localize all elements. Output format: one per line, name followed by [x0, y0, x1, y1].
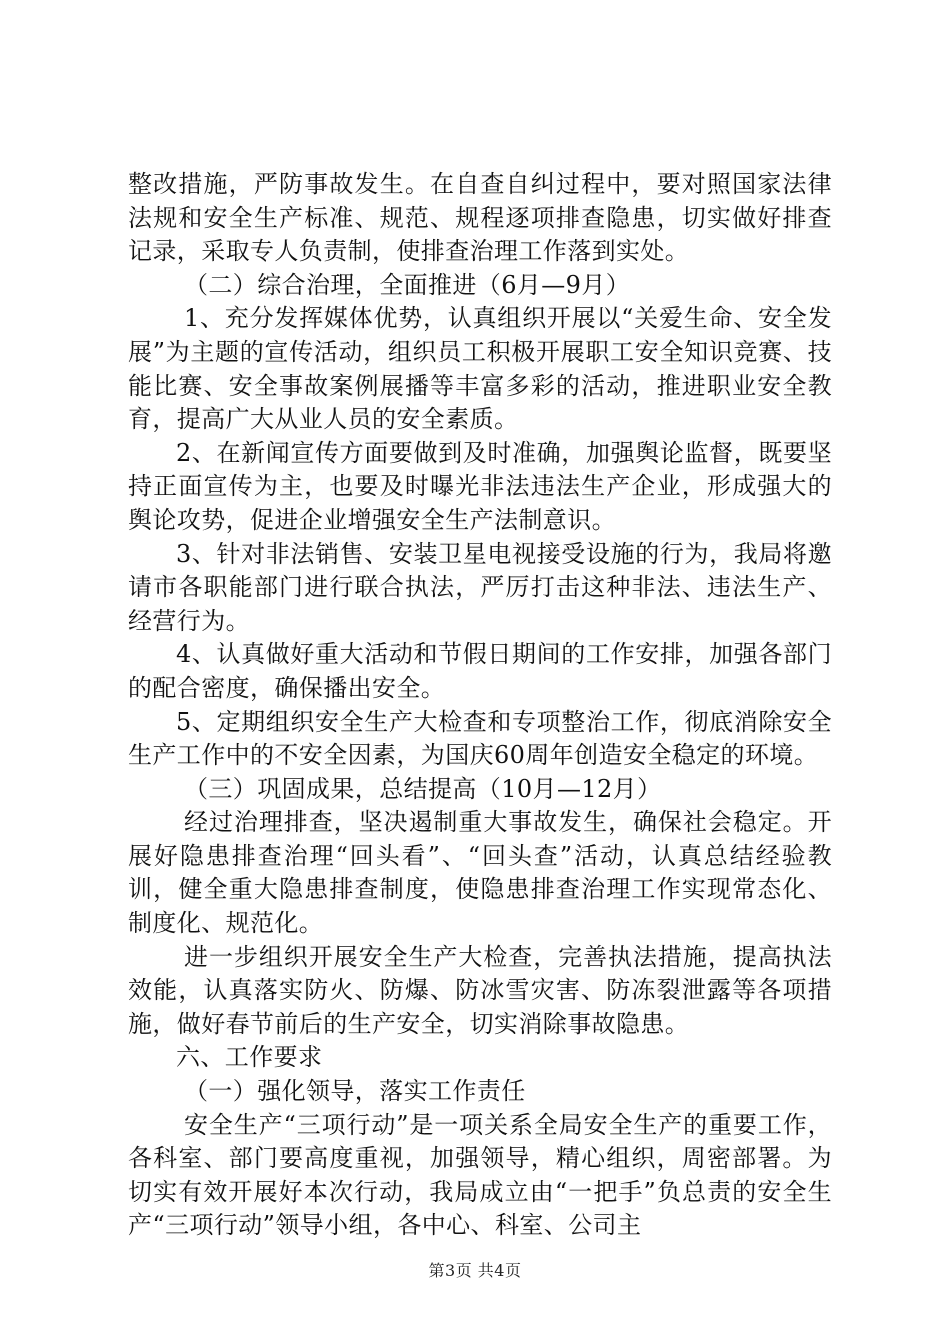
section-heading-6: 六、工作要求: [176, 1043, 323, 1072]
paragraph-item-1: 1、充分发挥媒体优势，认真组织开展以“关爱生命、安全发展”为主题的宣传活动，组织员工积极开展职工安全知识竞赛、技能比赛、安全事故案例展播等丰富多彩的活动，推进职业安全教育，提高广大从业人员的安全素质。: [128, 304, 832, 434]
section-heading-2: （二）综合治理，全面推进（6月—9月）: [184, 270, 631, 299]
page-number-footer: 第3页 共4页: [428, 1261, 522, 1280]
subsection-heading-1: （一）强化领导，落实工作责任: [184, 1077, 526, 1106]
paragraph-item-3: 3、针对非法销售、安装卫星电视接受设施的行为，我局将邀请市各职能部门进行联合执法，严厉打击这种非法、违法生产、经营行为。: [128, 539, 832, 635]
paragraph-item-2: 2、在新闻宣传方面要做到及时准确，加强舆论监督，既要坚持正面宣传为主，也要及时曝光非法违法生产企业，形成强大的舆论攻势，促进企业增强安全生产法制意识。: [128, 438, 832, 534]
section-heading-3: （三）巩固成果，总结提高（10月—12月）: [184, 774, 662, 803]
document-body: [128, 168, 832, 1243]
paragraph-requirements: 安全生产“三项行动”是一项关系全局安全生产的重要工作，各科室、部门要高度重视，加强领导，精心组织，周密部署。为切实有效开展好本次行动，我局成立由“一把手”负总责的安全生产“三项行动”领导小组，各中心、科室、公司主: [128, 1110, 832, 1240]
paragraph-continuation: 整改措施，严防事故发生。在自查自纠过程中，要对照国家法律法规和安全生产标准、规范、规程逐项排查隐患，切实做好排查记录，采取专人负责制，使排查治理工作落到实处。: [128, 170, 832, 266]
paragraph-consolidate-2: 进一步组织开展安全生产大检查，完善执法措施，提高执法效能，认真落实防火、防爆、防冰雪灾害、防冻裂泄露等各项措施，做好春节前后的生产安全，切实消除事故隐患。: [128, 942, 832, 1038]
paragraph-item-4: 4、认真做好重大活动和节假日期间的工作安排，加强各部门的配合密度，确保播出安全。: [128, 640, 832, 702]
paragraph-consolidate-1: 经过治理排查，坚决遏制重大事故发生，确保社会稳定。开展好隐患排查治理“回头看”、“回头查”活动，认真总结经验教训，健全重大隐患排查制度，使隐患排查治理工作实现常态化、制度化、规范化。: [128, 808, 832, 938]
paragraph-item-5: 5、定期组织安全生产大检查和专项整治工作，彻底消除安全生产工作中的不安全因素，为国庆60周年创造安全稳定的环境。: [128, 707, 832, 770]
